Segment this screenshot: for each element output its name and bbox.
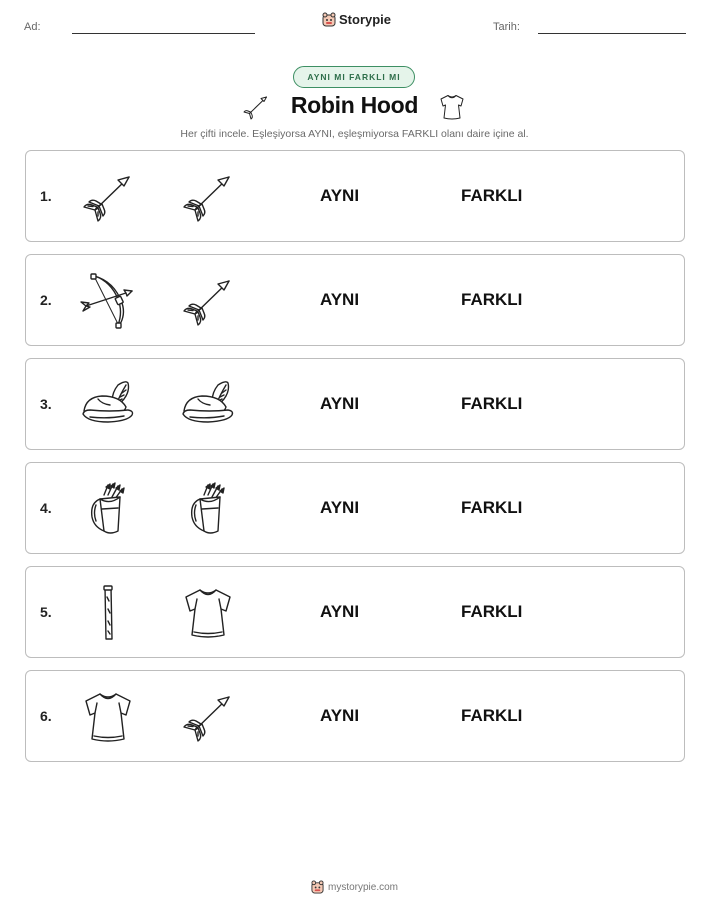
- same-option[interactable]: AYNI: [320, 186, 360, 205]
- quiver-icon: [180, 481, 236, 537]
- footer-site-link[interactable]: mystorypie.com: [327, 881, 398, 893]
- date-label: Tarih:: [493, 21, 520, 33]
- right-picture: [180, 377, 236, 433]
- title-row: [0, 92, 709, 122]
- row-number: 1.: [40, 188, 52, 204]
- name-label: Ad:: [24, 21, 41, 33]
- left-picture: [80, 585, 136, 641]
- row-number: 5.: [40, 604, 52, 620]
- comparison-row: [25, 566, 685, 658]
- brand-logo: [322, 12, 391, 27]
- instructions-text: Her çifti incele. Eşleşiyorsa AYNI, eşleşmiyorsa FARKLI olanı daire içine al.: [180, 128, 529, 140]
- left-picture: [80, 689, 136, 745]
- different-option[interactable]: FARKLI: [461, 498, 523, 517]
- row-number: 4.: [40, 500, 52, 516]
- left-picture: [80, 481, 136, 537]
- arrow-icon: [180, 689, 236, 745]
- comparison-row: [25, 150, 685, 242]
- worksheet-type-badge: AYNI MI FARKLI MI: [293, 66, 415, 88]
- left-picture: [80, 169, 136, 225]
- same-option[interactable]: AYNI: [320, 498, 360, 517]
- bow-icon: [80, 273, 136, 329]
- right-picture: [180, 585, 236, 641]
- feathered-hat-icon: [180, 377, 236, 433]
- quiver-icon: [80, 481, 136, 537]
- comparison-row: [25, 358, 685, 450]
- page-title: Robin Hood: [290, 92, 419, 118]
- right-picture: [180, 481, 236, 537]
- storypie-mascot-icon: [311, 880, 324, 894]
- row-number: 6.: [40, 708, 52, 724]
- date-field[interactable]: [538, 33, 686, 34]
- right-picture: [180, 169, 236, 225]
- different-option[interactable]: FARKLI: [461, 394, 523, 413]
- name-field[interactable]: [72, 33, 255, 34]
- footer: [0, 880, 709, 894]
- storypie-mascot-icon: [322, 12, 336, 27]
- row-number: 3.: [40, 396, 52, 412]
- worksheet-header: [0, 0, 709, 40]
- same-option[interactable]: AYNI: [320, 290, 360, 309]
- tunic-icon: [180, 585, 236, 641]
- tunic-icon: [80, 689, 136, 745]
- right-picture: [180, 689, 236, 745]
- brand-name: Storypie: [339, 12, 392, 27]
- arrow-icon: [80, 169, 136, 225]
- arrow-icon: [180, 273, 236, 329]
- same-option[interactable]: AYNI: [320, 394, 360, 413]
- comparison-row: [25, 670, 685, 762]
- same-option[interactable]: AYNI: [320, 602, 360, 621]
- different-option[interactable]: FARKLI: [461, 706, 523, 725]
- feathered-hat-icon: [80, 377, 136, 433]
- comparison-list: [25, 150, 685, 774]
- same-option[interactable]: AYNI: [320, 706, 360, 725]
- comparison-row: [25, 254, 685, 346]
- right-picture: [180, 273, 236, 329]
- left-picture: [80, 377, 136, 433]
- comparison-row: [25, 462, 685, 554]
- row-number: 2.: [40, 292, 52, 308]
- staff-icon: [80, 585, 136, 641]
- left-picture: [80, 273, 136, 329]
- tunic-icon: [438, 92, 466, 127]
- different-option[interactable]: FARKLI: [461, 290, 523, 309]
- arrow-icon: [180, 169, 236, 225]
- different-option[interactable]: FARKLI: [461, 186, 523, 205]
- different-option[interactable]: FARKLI: [461, 602, 523, 621]
